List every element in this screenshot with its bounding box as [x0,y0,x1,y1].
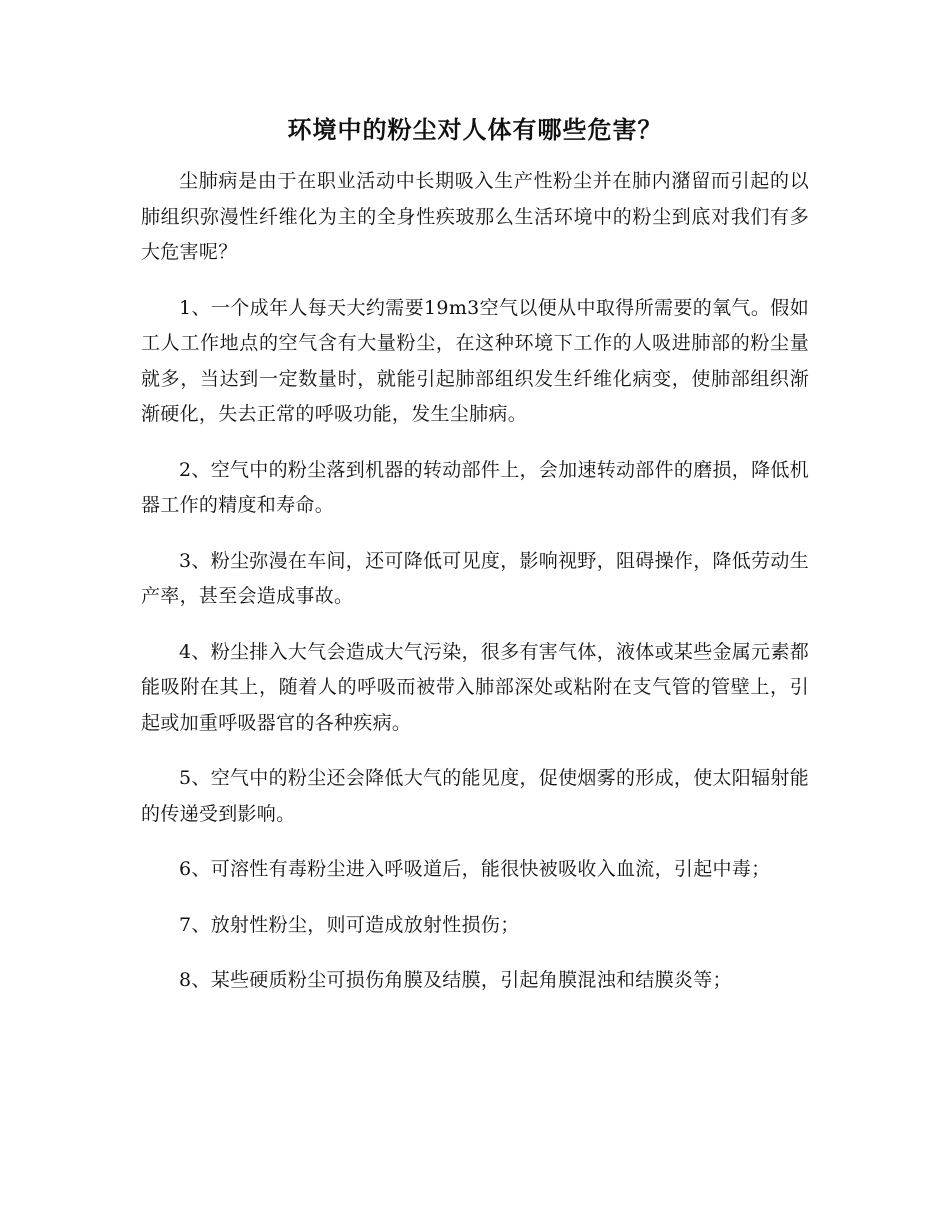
paragraph-item-8: 8、某些硬质粉尘可损伤角膜及结膜，引起角膜混浊和结膜炎等； [179,969,732,991]
paragraph-item-1: 1、一个成年人每天大约需要19m3空气以便从中取得所需要的氧气。假如工人工作地点的空气含有大量粉尘，在这种环境下工作的人吸进肺部的粉尘量就多，当达到一定数量时，就能引起肺部组织发生纤维化病变，使肺部组织渐渐硬化，失去正常的呼吸功能，发生尘肺病。 [141,296,809,425]
intro-paragraph: 尘肺病是由于在职业活动中长期吸入生产性粉尘并在肺内潴留而引起的以肺组织弥漫性纤维化为主的全身性疾玻那么生活环境中的粉尘到底对我们有多大危害呢？ [141,170,809,263]
document-body [141,164,809,1019]
paragraph-item-7: 7、放射性粉尘，则可造成放射性损伤； [179,913,520,936]
paragraph-item-3: 3、粉尘弥漫在车间，还可降低可见度，影响视野，阻碍操作，降低劳动生产率，甚至会造成事故。 [141,549,809,607]
document-title: 环境中的粉尘对人体有哪些危害？ [287,115,663,144]
paragraph-item-4: 4、粉尘排入大气会造成大气污染，很多有害气体，液体或某些金属元素都能吸附在其上，随着人的呼吸而被带入肺部深处或粘附在支气管的管壁上，引起或加重呼吸器官的各种疾病。 [141,640,809,734]
paragraph-item-6: 6、可溶性有毒粉尘进入呼吸道后，能很快被吸收入血流，引起中毒； [179,858,771,880]
paragraph-item-2: 2、空气中的粉尘落到机器的转动部件上，会加速转动部件的磨损，降低机器工作的精度和寿命。 [141,458,809,516]
paragraph-item-5: 5、空气中的粉尘还会降低大气的能见度，促使烟雾的形成，使太阳辐射能的传递受到影响。 [141,767,809,825]
